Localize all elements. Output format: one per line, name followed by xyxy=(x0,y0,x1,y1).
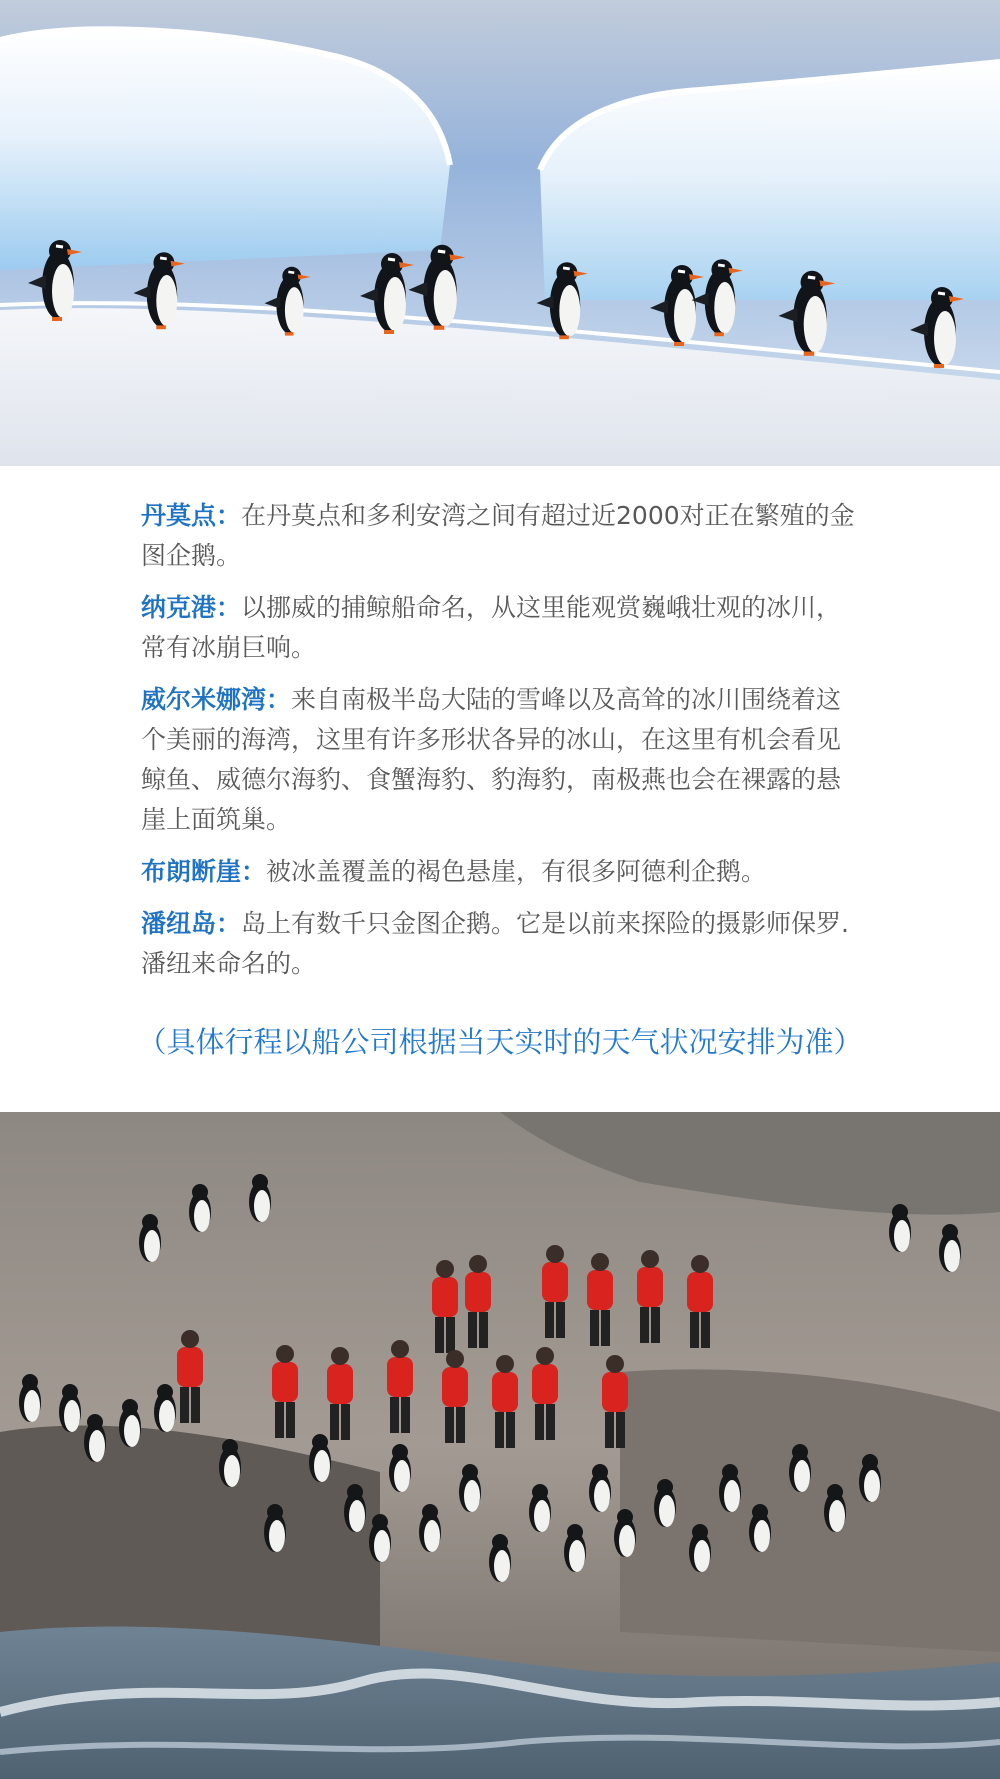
destination-description: 以挪威的捕鲸船命名，从这里能观赏巍峨壮观的冰川，常有冰崩巨响。 xyxy=(141,593,842,662)
destination-description: 来自南极半岛大陆的雪峰以及高耸的冰川围绕着这个美丽的海湾，这里有许多形状各异的冰山，在这里有机会看见鲸鱼、威德尔海豹、食蟹海豹、豹海豹，南极燕也会在裸露的悬崖上面筑巢。 xyxy=(141,685,842,834)
destination-penguin-island xyxy=(141,904,861,984)
destination-neko-harbor xyxy=(141,588,861,668)
destination-brown-bluff xyxy=(141,852,861,892)
destination-description: 在丹莫点和多利安湾之间有超过近2000对正在繁殖的金图企鹅。 xyxy=(141,501,855,570)
destination-danco-point xyxy=(141,496,861,576)
destination-name: 威尔米娜湾： xyxy=(141,685,292,714)
destination-name: 布朗断崖： xyxy=(141,857,267,886)
destination-description: 岛上有数千只金图企鹅。它是以前来探险的摄影师保罗.潘纽来命名的。 xyxy=(141,909,849,978)
itinerary-disclaimer: （具体行程以船公司根据当天实时的天气状况安排为准） xyxy=(137,1025,863,1059)
destination-wilhelmina-bay xyxy=(141,680,861,840)
destination-name: 丹莫点： xyxy=(141,501,242,530)
photo-tourists-with-penguins xyxy=(0,1112,1000,1779)
destination-name: 潘纽岛： xyxy=(141,909,242,938)
tourists-penguins-illustration xyxy=(0,1112,1000,1779)
destination-name: 纳克港： xyxy=(141,593,242,622)
destination-description: 被冰盖覆盖的褐色悬崖，有很多阿德利企鹅。 xyxy=(266,857,767,886)
photo-penguins-on-ice xyxy=(0,0,1000,466)
penguins-on-ice-illustration xyxy=(0,0,1000,466)
destination-descriptions xyxy=(141,496,861,996)
